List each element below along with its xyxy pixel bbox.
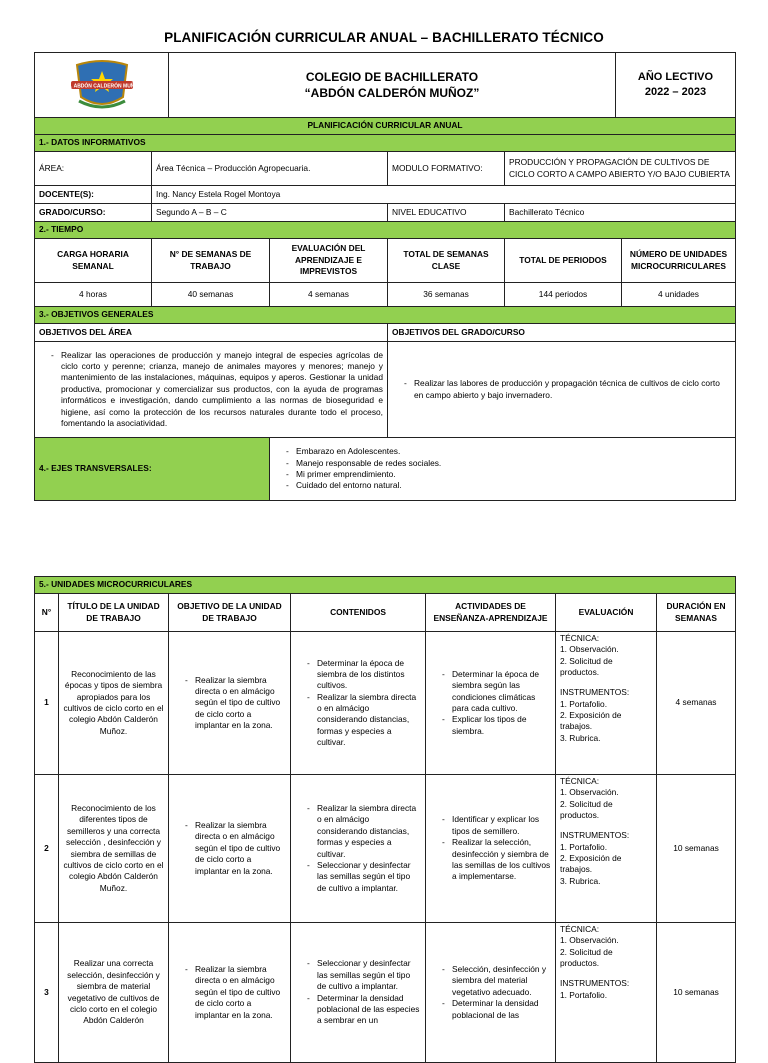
unidad-row: [35, 923, 736, 1063]
unidad-contenidos-cell: [291, 632, 426, 775]
contenido-item: - Determinar la densidad poblacional de las especies a sembrar en un: [307, 993, 421, 1027]
docente-value: Ing. Nancy Estela Rogel Montoya: [152, 186, 736, 204]
tiempo-header: TOTAL DE PERIODOS: [505, 239, 622, 283]
unidad-evaluacion-cell: [556, 775, 657, 923]
unidad-duracion: 10 semanas: [657, 775, 736, 923]
contenido-item: - Realizar la siembra directa o en almácigo considerando distancias, formas y especies a cultivar.: [307, 803, 421, 860]
eval-instrumentos-label: INSTRUMENTOS:: [560, 830, 630, 841]
year-value: 2022 – 2023: [644, 86, 707, 98]
grado-label: GRADO/CURSO:: [35, 204, 152, 222]
unidad-row: [35, 775, 736, 923]
section-2-title: 2.- TIEMPO: [35, 222, 736, 239]
actividad-item: - Realizar la selección, desinfección y siembra de las semillas de los cultivos a implementarse.: [442, 837, 551, 882]
unidad-titulo: Realizar una correcta selección, desinfección y siembra de material vegetativo de cultivos de ciclo corto en el colegio Abdón Calderón: [59, 923, 169, 1063]
ejes-list-cell: [270, 438, 736, 501]
eje-item: - Manejo responsable de redes sociales.: [286, 458, 731, 469]
actividad-item: - Determinar la época de siembra según las condiciones climáticas para cada cultivo.: [442, 669, 551, 714]
unidad-objetivo: - Realizar la siembra directa o en almácigo según el tipo de cultivo de ciclo corto a implantar en la zona.: [185, 964, 286, 1021]
unidades-header: CONTENIDOS: [291, 594, 426, 632]
info-table: [34, 117, 736, 501]
actividad-item: - Identificar y explicar los tipos de semillero.: [442, 814, 551, 837]
unidad-titulo: Reconocimiento de las épocas y tipos de siembra apropiados para los cultivos de ciclo corto en el colegio Abdón Calderón Muñoz.: [59, 632, 169, 775]
objetivos-area-text-cell: [35, 342, 388, 438]
eval-item: 3. Rubrica.: [560, 732, 601, 743]
unidad-objetivo-cell: [169, 775, 291, 923]
section-4-title: 4.- EJES TRANSVERSALES:: [35, 438, 270, 501]
school-name-cell: [169, 53, 616, 118]
tiempo-header: EVALUACIÓN DEL APRENDIZAJE E IMPREVISTOS: [270, 239, 388, 283]
eval-tecnica-label: TÉCNICA:: [560, 776, 600, 786]
eval-tecnica-label: TÉCNICA:: [560, 633, 600, 643]
unidad-objetivo: - Realizar la siembra directa o en almácigo según el tipo de cultivo de ciclo corto a implantar en la zona.: [185, 820, 286, 877]
tiempo-header: CARGA HORARIA SEMANAL: [35, 239, 152, 283]
eje-item: - Embarazo en Adolescentes.: [286, 446, 731, 457]
actividad-item: - Explicar los tipos de siembra.: [442, 714, 551, 737]
tiempo-value: 40 semanas: [152, 283, 270, 307]
unidad-objetivo-cell: [169, 632, 291, 775]
modulo-label: MODULO FORMATIVO:: [388, 152, 505, 186]
unidad-row: [35, 632, 736, 775]
objetivos-area-header: OBJETIVOS DEL ÁREA: [35, 324, 388, 342]
document-title: PLANIFICACIÓN CURRICULAR ANUAL – BACHILLERATO TÉCNICO: [164, 30, 604, 45]
eval-item: 1. Observación.: [560, 787, 619, 798]
logo-text: U.E. ABDÓN CALDERÓN MUÑOZ: [62, 83, 141, 90]
unidad-actividades-cell: [426, 632, 556, 775]
actividad-item: - Selección, desinfección y siembra del material vegetativo adecuado.: [442, 964, 551, 998]
actividad-item: - Determinar la densidad poblacional de las: [442, 998, 551, 1021]
contenido-item: - Seleccionar y desinfectar las semillas según el tipo de cultivo a implantar.: [307, 860, 421, 894]
unidad-objetivo-cell: [169, 923, 291, 1063]
eje-item: - Mi primer emprendimiento.: [286, 469, 731, 480]
section-3-title: 3.- OBJETIVOS GENERALES: [35, 307, 736, 324]
section-1-title: 1.- DATOS INFORMATIVOS: [35, 135, 736, 152]
unidad-number: 2: [35, 775, 59, 923]
eval-item: 1. Observación.: [560, 644, 619, 655]
unidad-duracion: 4 semanas: [657, 632, 736, 775]
unidades-header: EVALUACIÓN: [556, 594, 657, 632]
unidades-table: [34, 576, 736, 1063]
docente-label: DOCENTE(S):: [35, 186, 152, 204]
tiempo-header: TOTAL DE SEMANAS CLASE: [388, 239, 505, 283]
eje-item: - Cuidado del entorno natural.: [286, 480, 731, 491]
eval-item: 3. Rubrica.: [560, 875, 601, 886]
tiempo-header: N° DE SEMANAS DE TRABAJO: [152, 239, 270, 283]
eval-item: 2. Solicitud de productos.: [560, 798, 613, 821]
unidad-evaluacion-cell: [556, 632, 657, 775]
header-table: [34, 52, 736, 118]
eval-item: 2. Solicitud de productos.: [560, 655, 613, 678]
contenido-item: - Realizar la siembra directa o en almácigo considerando distancias, formas y especies a cultivar.: [307, 692, 421, 749]
objetivos-grado-header: OBJETIVOS DEL GRADO/CURSO: [388, 324, 736, 342]
unidades-header: TÍTULO DE LA UNIDAD DE TRABAJO: [59, 594, 169, 632]
eval-item: 2. Solicitud de productos.: [560, 946, 613, 969]
school-line2: “ABDÓN CALDERÓN MUÑOZ”: [304, 86, 480, 100]
objetivos-grado-text: - Realizar las labores de producción y propagación técnica de cultivos de ciclo corto en campo abierto y bajo invernadero.: [404, 378, 731, 401]
unidad-actividades-cell: [426, 923, 556, 1063]
pca-band: PLANIFICACIÓN CURRICULAR ANUAL: [35, 118, 736, 135]
contenido-item: - Determinar la época de siembra de los distintos cultivos.: [307, 658, 421, 692]
contenido-item: - Seleccionar y desinfectar las semillas según el tipo de cultivo a implantar.: [307, 958, 421, 992]
unidades-header: OBJETIVO DE LA UNIDAD DE TRABAJO: [169, 594, 291, 632]
modulo-value: PRODUCCIÓN Y PROPAGACIÓN DE CULTIVOS DE CICLO CORTO A CAMPO ABIERTO Y/O BAJO CUBIERTA: [505, 152, 736, 186]
eval-tecnica-label: TÉCNICA:: [560, 924, 600, 934]
nivel-value: Bachillerato Técnico: [505, 204, 736, 222]
unidades-header: DURACIÓN EN SEMANAS: [657, 594, 736, 632]
logo-cell: [35, 53, 169, 118]
eval-item: 1. Portafolio.: [560, 841, 608, 852]
tiempo-value: 4 horas: [35, 283, 152, 307]
unidad-titulo: Reconocimiento de los diferentes tipos de semilleros y una correcta selección , desinfección y siembra de semillas de cultivos de ciclo corto en el colegio Abdón Calderón Muñoz.: [59, 775, 169, 923]
tiempo-value: 4 unidades: [622, 283, 736, 307]
area-label: ÁREA:: [35, 152, 152, 186]
area-value: Área Técnica – Producción Agropecuaria.: [152, 152, 388, 186]
unidad-objetivo: - Realizar la siembra directa o en almácigo según el tipo de cultivo de ciclo corto a implantar en la zona.: [185, 675, 286, 732]
unidad-number: 1: [35, 632, 59, 775]
objetivos-grado-text-cell: [388, 342, 736, 438]
objetivos-area-text: - Realizar las operaciones de producción y manejo integral de especies agrícolas de ciclo corto y perenne; crianza, manejo de animales mayores y menores; manejo y mantenimiento de las instalaciones, máquinas, equipos y aperos. Gestionar la unidad productiva, promocionar y comercializar sus productos, con la ayuda de programas informáticos e investigación, dando cumplimiento a las normas de bioseguridad e higiene, así como la protección de los recursos naturales durante todo el proceso, fomentando la asociatividad.: [51, 350, 383, 429]
section-5-title: 5.- UNIDADES MICROCURRICULARES: [35, 577, 736, 594]
unidad-number: 3: [35, 923, 59, 1063]
unidad-duracion: 10 semanas: [657, 923, 736, 1063]
tiempo-header: NÚMERO DE UNIDADES MICROCURRICULARES: [622, 239, 736, 283]
unidad-actividades-cell: [426, 775, 556, 923]
eval-item: 1. Observación.: [560, 935, 619, 946]
school-year-cell: [616, 53, 736, 118]
eval-item: 2. Exposición de trabajos.: [560, 853, 622, 875]
year-label: AÑO LECTIVO: [637, 71, 714, 84]
eval-item: 1. Portafolio.: [560, 698, 608, 709]
tiempo-value: 36 semanas: [388, 283, 505, 307]
eval-item: 2. Exposición de trabajos.: [560, 710, 622, 732]
unidades-header: N°: [35, 594, 59, 632]
unidades-header: ACTIVIDADES DE ENSEÑANZA-APRENDIZAJE: [426, 594, 556, 632]
unidad-contenidos-cell: [291, 775, 426, 923]
nivel-label: NIVEL EDUCATIVO: [388, 204, 505, 222]
school-logo: [62, 57, 141, 113]
tiempo-value: 144 periodos: [505, 283, 622, 307]
eval-instrumentos-label: INSTRUMENTOS:: [560, 978, 630, 989]
tiempo-value: 4 semanas: [270, 283, 388, 307]
school-line1: COLEGIO DE BACHILLERATO: [305, 69, 479, 84]
eval-instrumentos-label: INSTRUMENTOS:: [560, 687, 630, 698]
eval-item: 1. Portafolio.: [560, 989, 608, 1000]
grado-value: Segundo A – B – C: [152, 204, 388, 222]
unidad-contenidos-cell: [291, 923, 426, 1063]
unidad-evaluacion-cell: [556, 923, 657, 1063]
